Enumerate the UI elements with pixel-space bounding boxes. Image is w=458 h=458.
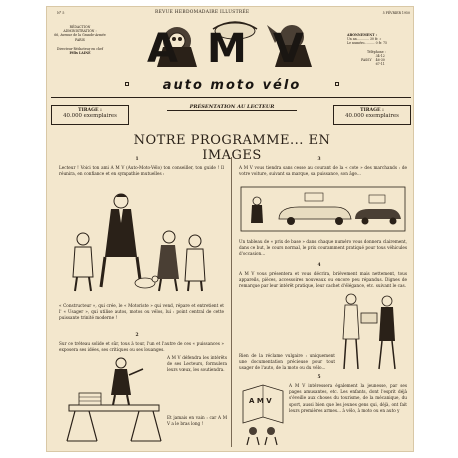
admin-line3: 66, Avenue de la Grande-Armée bbox=[54, 33, 106, 38]
section-4-number: 4 bbox=[317, 263, 321, 268]
logo-words: auto moto vélo bbox=[162, 78, 302, 93]
tirage-value-right: 40.000 exemplaires bbox=[345, 113, 399, 119]
subscription-block bbox=[347, 33, 411, 66]
admin-line1: RÉDACTION bbox=[69, 25, 91, 29]
issue-number: N° 5 bbox=[57, 11, 65, 15]
issue-date: 5 FÉVRIER 1950 bbox=[382, 11, 410, 15]
section-3-text-b: Un tableau de « prix de base » dans chaque numéro vous donnera clairement, dans ce but, le cours normal, le prix couramment pratiqué pour tous véhicules d'occasion... bbox=[239, 239, 407, 257]
section-4-text-b: Rien de la réclame vulgaire : uniquement une documentation précieuse pour tout usager de l'auto, de la moto ou du vélo... bbox=[239, 353, 335, 371]
sub-line2: Un an............ 30 fr. » bbox=[347, 37, 382, 42]
section-1-caption: « Constructeur », qui crée, le « Motoriste » qui vend, répare et entretient et l' « Usager », qui utilise autos, motos ou vélos, lui : point central de cette puissante trinité moderne ! bbox=[59, 303, 224, 321]
tirage-box-right bbox=[333, 105, 411, 125]
section-2-illustration bbox=[59, 355, 169, 445]
section-4-illustration bbox=[337, 289, 407, 375]
section-5-illustration bbox=[239, 383, 287, 445]
tirage-value-left: 40.000 exemplaires bbox=[63, 113, 117, 119]
logo-letter-v: V bbox=[273, 26, 304, 72]
sub-line8: 67-11 bbox=[375, 62, 385, 67]
presentation-label: PRÉSENTATION AU LECTEUR bbox=[167, 104, 297, 111]
section-2-text-b bbox=[167, 355, 227, 374]
section-2-text-a-span: Sur ce tréteau solide et sûr, tous à tour, l'un et l'autre de ces « puissances » exposera ses idées, ses critiques ou ses louanges. bbox=[59, 341, 224, 353]
admin-block bbox=[51, 25, 109, 55]
masthead-rule bbox=[51, 97, 411, 98]
section-4-text-a-top bbox=[239, 271, 407, 290]
section-2-text-c-span: Et jamais en vain : car A M V a le bras long ! bbox=[167, 415, 227, 427]
section-1-illustration bbox=[61, 187, 226, 297]
section-5-text: A M V intéressera également la jeunesse, par ses pages amusantes, etc. Les enfants, dont l'esprit déjà s'éveille aux choses du tourisme, de la mécanique, du sport, aussi bien que les jeunes gens qui, déjà, ont fait leurs premières armes... à vélo, à moto ou en auto y bbox=[289, 383, 407, 413]
newspaper-page bbox=[46, 6, 414, 452]
section-5-book-label: A M V bbox=[249, 397, 272, 405]
section-2-text-c bbox=[167, 415, 227, 427]
section-4-text-a: A M V vous présentera et vous décrira, brièvement mais nettement, tous appareils, pièces, accessoires nouveaux ou encore peu répandus. Dignes de remarque par leur intérêt pratique, leur cachet d'élégance, etc. suivant le cas. bbox=[239, 271, 407, 289]
section-3-illustration bbox=[239, 185, 407, 233]
tirage-label-right: TIRAGE : bbox=[360, 108, 384, 113]
tirage-box-left bbox=[51, 105, 129, 125]
logo-letter-m: M bbox=[207, 26, 247, 72]
tirage-label-left: TIRAGE : bbox=[78, 108, 102, 113]
admin-line2: ADMINISTRATION : bbox=[63, 29, 97, 34]
logo-letter-a: A bbox=[147, 26, 178, 72]
section-1-text: Lecteur ! Voici ton ami A M V (Auto-Moto-Vélo) ton conseiller, ton guide ! Il réunira, en confiance et en sympathie mutuelles : bbox=[59, 165, 224, 177]
section-3-text-a: A M V vous tiendra sans cesse au courant de la « cote » des marchands : de votre voiture, suivant sa marque, sa puissance, son âge... bbox=[239, 165, 407, 177]
column-divider bbox=[231, 157, 232, 447]
sub-line3: Le numéro.......... 0 fr. 75 bbox=[347, 41, 388, 46]
sub-line4: Téléphone : bbox=[367, 49, 386, 54]
masthead-subtitle: REVUE HEBDOMADAIRE ILLUSTRÉE bbox=[155, 10, 250, 15]
section-2-text-b-span: A M V défendra les intérêts de ses Lecteurs, formulera leurs vœux, les soutiendra. bbox=[167, 355, 227, 373]
sub-line1: ABONNEMENT : bbox=[347, 33, 377, 37]
section-1-number: 1 bbox=[135, 157, 139, 162]
admin-line5: Directeur-Rédacteur en chef bbox=[56, 46, 104, 51]
ornament-left bbox=[125, 82, 129, 86]
ornament-right bbox=[335, 82, 339, 86]
sub-line6: 34-12 bbox=[375, 53, 385, 58]
sub-line5: PASSY bbox=[361, 58, 372, 63]
sub-line7: 46-30 bbox=[375, 58, 385, 63]
admin-line4: PARIS bbox=[75, 37, 85, 42]
section-3-number: 3 bbox=[317, 157, 321, 162]
section-2-number: 2 bbox=[135, 333, 139, 338]
headline: NOTRE PROGRAMME... EN IMAGES bbox=[133, 133, 331, 163]
admin-line6: Félix LAINÉ bbox=[69, 51, 91, 56]
section-2-text-a bbox=[59, 341, 224, 353]
section-5-number: 5 bbox=[317, 375, 321, 380]
